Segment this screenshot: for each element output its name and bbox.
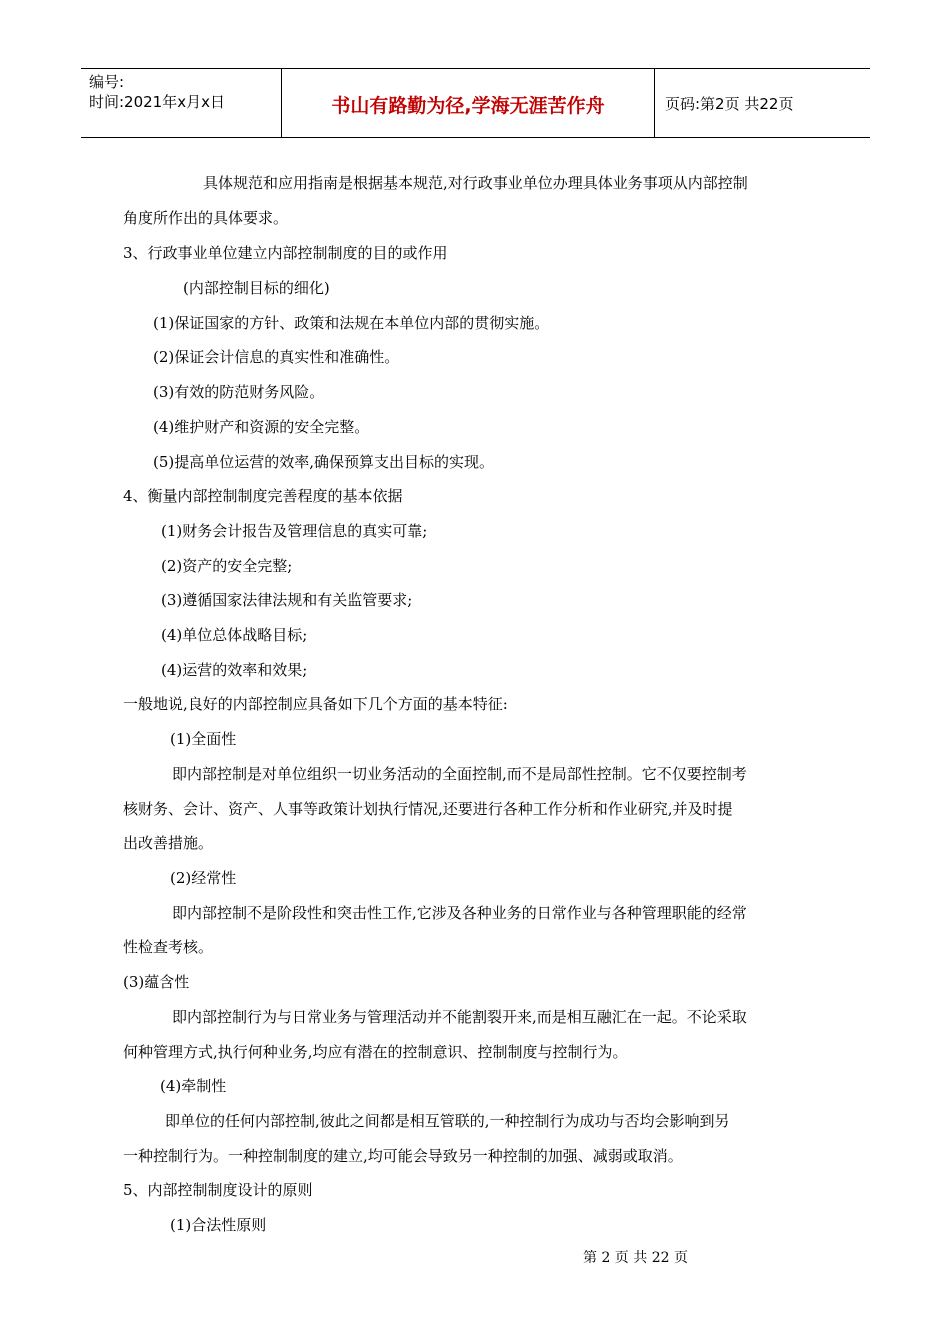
- body-line: 即单位的任何内部控制,彼此之间都是相互管联的,一种控制行为成功与否均会影响到另: [165, 1112, 730, 1130]
- subheading: (3)蕴含性: [123, 973, 190, 991]
- page-header: [81, 68, 870, 138]
- subheading: (1)合法性原则: [170, 1216, 267, 1234]
- header-page-cell: [655, 69, 870, 137]
- section-heading: 5、内部控制制度设计的原则: [123, 1181, 313, 1199]
- list-item: (3)遵循国家法律法规和有关监管要求;: [161, 591, 413, 609]
- subheading: (2)经常性: [170, 869, 237, 887]
- document-time-label: 时间:2021年x月x日: [89, 93, 225, 111]
- list-item: (5)提高单位运营的效率,确保预算支出目标的实现。: [153, 453, 495, 471]
- document-number-label: 编号:: [89, 73, 125, 91]
- subheading: (4)牵制性: [160, 1077, 227, 1095]
- page-footer: 第 2 页 共 22 页: [583, 1250, 688, 1266]
- body-line: 即内部控制不是阶段性和突击性工作,它涉及各种业务的日常作业与各种管理职能的经常: [172, 904, 747, 922]
- body-line: 一种控制行为。一种控制制度的建立,均可能会导致另一种控制的加强、减弱或取消。: [123, 1147, 683, 1165]
- body-line: 即内部控制行为与日常业务与管理活动并不能割裂开来,而是相互融汇在一起。不论采取: [172, 1008, 747, 1026]
- body-line: 何种管理方式,执行何种业务,均应有潜在的控制意识、控制制度与控制行为。: [123, 1043, 628, 1061]
- list-item: (2)保证会计信息的真实性和准确性。: [153, 348, 400, 366]
- body-line: 性检查考核。: [123, 938, 214, 956]
- body-line: 具体规范和应用指南是根据基本规范,对行政事业单位办理具体业务事项从内部控制: [203, 174, 748, 192]
- body-line: 一般地说,良好的内部控制应具备如下几个方面的基本特征:: [123, 695, 508, 713]
- body-line: 出改善措施。: [123, 834, 214, 852]
- header-page-info: 页码:第2页 共22页: [665, 95, 794, 113]
- body-line: 即内部控制是对单位组织一切业务活动的全面控制,而不是局部性控制。它不仅要控制考: [172, 765, 747, 783]
- list-item: (1)财务会计报告及管理信息的真实可靠;: [161, 522, 428, 540]
- header-meta-cell: [81, 69, 282, 137]
- body-line: 角度所作出的具体要求。: [123, 209, 289, 227]
- header-motto-cell: [282, 69, 655, 137]
- section-heading: 4、衡量内部控制制度完善程度的基本依据: [123, 487, 403, 505]
- body-line: 核财务、会计、资产、人事等政策计划执行情况,还要进行各种工作分析和作业研究,并及时提: [123, 800, 733, 818]
- header-motto: 书山有路勤为径,学海无涯苦作舟: [331, 95, 605, 117]
- list-item: (1)保证国家的方针、政策和法规在本单位内部的贯彻实施。: [153, 314, 550, 332]
- list-item: (4)维护财产和资源的安全完整。: [153, 418, 370, 436]
- body-line: (内部控制目标的细化): [183, 279, 330, 297]
- section-heading: 3、行政事业单位建立内部控制制度的目的或作用: [123, 244, 448, 262]
- list-item: (2)资产的安全完整;: [161, 557, 293, 575]
- subheading: (1)全面性: [170, 730, 237, 748]
- list-item: (4)单位总体战略目标;: [161, 626, 308, 644]
- list-item: (3)有效的防范财务风险。: [153, 383, 325, 401]
- list-item: (4)运营的效率和效果;: [161, 661, 308, 679]
